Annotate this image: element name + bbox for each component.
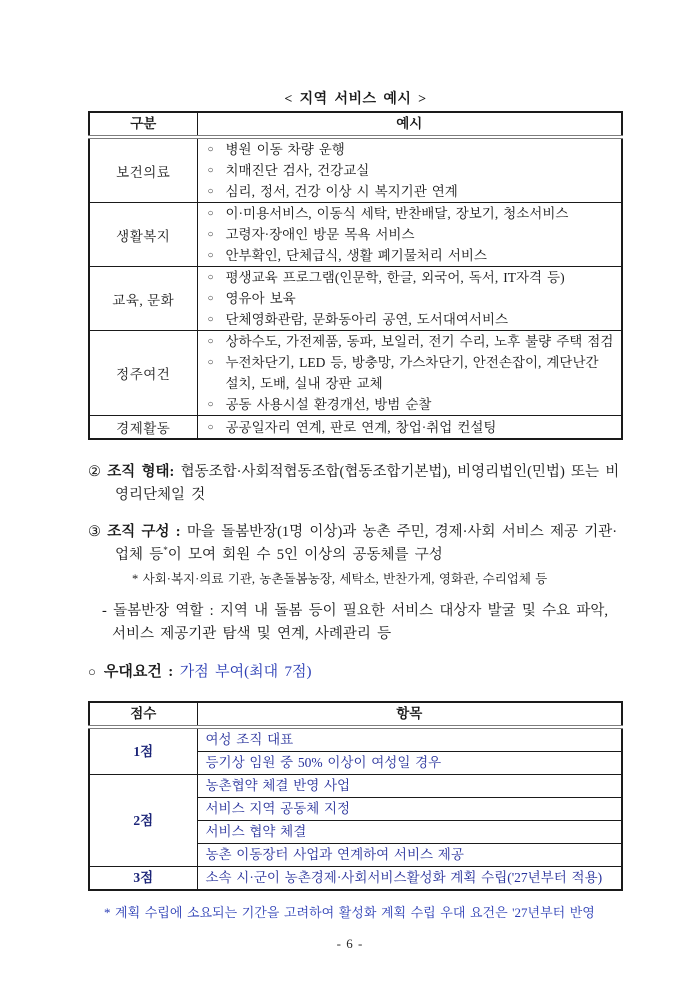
service-example-text: 상하수도, 가전제품, 동파, 보일러, 전기 수리, 노후 불량 주택 점검 (225, 334, 614, 349)
service-example-item (206, 309, 616, 330)
service-category-cell: 정주여건 (89, 331, 197, 416)
paragraph-org-composition (88, 521, 623, 567)
service-example-text: 병원 이동 차량 운행 (225, 142, 345, 157)
service-example-item (206, 203, 616, 224)
services-table-row (89, 203, 622, 267)
preference-heading (88, 660, 623, 684)
circle-bullet-icon: ○ (207, 314, 214, 325)
service-example-item (206, 352, 616, 394)
service-example-item (206, 181, 616, 202)
score-item-cell: 서비스 지역 공동체 지정 (197, 798, 622, 821)
services-table-row (89, 416, 622, 440)
page-number: - 6 - (336, 936, 364, 951)
service-category-cell: 교육, 문화 (89, 267, 197, 331)
score-header-item: 항목 (197, 702, 622, 727)
service-category-cell: 경제활동 (89, 416, 197, 440)
footnote-plan-note: * 계획 수립에 소요되는 기간을 고려하여 활성화 계획 수립 우대 요건은 '27년부터 반영 (104, 905, 595, 920)
circle-bullet-icon: ○ (207, 250, 214, 261)
dash-marker: - (102, 603, 107, 619)
score-item-cell: 소속 시·군이 농촌경제·사회서비스활성화 계획 수립('27년부터 적용) (197, 867, 622, 891)
score-table-row (89, 775, 622, 798)
service-example-text: 영유아 보육 (225, 291, 296, 306)
circle-bullet-icon: ○ (207, 272, 214, 283)
service-example-text: 단체영화관람, 문화동아리 공연, 도서대여서비스 (225, 312, 509, 327)
service-examples-cell (197, 203, 622, 267)
preference-value: 가점 부여(최대 7점) (179, 664, 312, 680)
score-value-cell: 2점 (89, 775, 197, 867)
score-header-points: 점수 (89, 702, 197, 727)
service-example-item (206, 288, 616, 309)
score-table-row (89, 867, 622, 891)
score-item-cell: 농촌협약 체결 반영 사업 (197, 775, 622, 798)
paragraph-org-form (88, 461, 623, 507)
service-example-item (206, 417, 616, 438)
service-examples-cell (197, 137, 622, 203)
item2-label: 조직 형태: (107, 464, 175, 480)
item3-marker: ③ (88, 524, 101, 540)
circle-bullet-icon: ○ (207, 186, 214, 197)
services-table (88, 111, 623, 440)
service-example-text: 공공일자리 연계, 판로 연계, 창업·취업 컨설팅 (225, 419, 497, 435)
score-table-row (89, 727, 622, 752)
dash-text: 돌봄반장 역할 : 지역 내 돌봄 등이 필요한 서비스 대상자 발굴 및 수요 파악, 서비스 제공기관 탐색 및 연계, 사례관리 등 (112, 603, 609, 642)
item3-asterisk: * (163, 545, 168, 556)
circle-marker: ○ (88, 664, 96, 679)
item3-text-before: 마을 돌봄반장(1명 이상)과 농촌 주민, 경제·사회 서비스 제공 기관·업체 등 (115, 524, 618, 563)
circle-bullet-icon: ○ (207, 336, 214, 347)
circle-bullet-icon: ○ (207, 229, 214, 240)
service-example-item (206, 331, 616, 352)
services-header-category: 구분 (89, 112, 197, 137)
service-examples-cell (197, 416, 622, 440)
preference-label: 우대요건 : (103, 664, 174, 680)
score-value-cell: 1점 (89, 727, 197, 775)
service-example-text: 심리, 정서, 건강 이상 시 복지기관 연계 (225, 184, 458, 199)
circle-bullet-icon: ○ (207, 399, 214, 410)
service-examples-cell (197, 267, 622, 331)
circle-bullet-icon: ○ (207, 293, 214, 304)
services-table-row (89, 137, 622, 203)
item2-text: 협동조합·사회적협동조합(협동조합기본법), 비영리법인(민법) 또는 비영리단체일 것 (115, 464, 620, 503)
service-example-text: 누전차단기, LED 등, 방충망, 가스차단기, 안전손잡이, 계단난간 설치, 도배, 실내 장판 교체 (225, 355, 599, 391)
item3-label: 조직 구성 : (107, 524, 181, 540)
service-category-cell: 보건의료 (89, 137, 197, 203)
score-table-header-row (89, 702, 622, 727)
service-example-text: 평생교육 프로그램(인문학, 한글, 외국어, 독서, IT자격 등) (225, 270, 565, 285)
service-example-text: 안부확인, 단체급식, 생활 폐기물처리 서비스 (225, 248, 487, 263)
service-example-item (206, 245, 616, 266)
services-table-body (89, 137, 622, 439)
services-table-row (89, 331, 622, 416)
service-example-text: 고령자·장애인 방문 목욕 서비스 (225, 227, 415, 242)
item3-text-after: 이 모여 회원 수 5인 이상의 공동체를 구성 (167, 547, 443, 563)
service-example-item (206, 160, 616, 181)
services-table-header-row (89, 112, 622, 137)
circle-bullet-icon: ○ (207, 165, 214, 176)
circle-bullet-icon: ○ (207, 421, 214, 433)
footnote-member-examples: * 사회·복지·의료 기관, 농촌돌봄농장, 세탁소, 반찬가게, 영화관, 수리업체 등 (132, 572, 548, 586)
service-category-cell: 생활복지 (89, 203, 197, 267)
score-item-cell: 농촌 이동장터 사업과 연계하여 서비스 제공 (197, 844, 622, 867)
circle-bullet-icon: ○ (207, 357, 214, 368)
paragraph-caretaker-role (88, 600, 623, 646)
score-value-cell: 3점 (89, 867, 197, 891)
score-table-body (89, 727, 622, 890)
service-example-item (206, 139, 616, 160)
score-item-cell: 서비스 협약 체결 (197, 821, 622, 844)
service-examples-cell (197, 331, 622, 416)
service-example-item (206, 267, 616, 288)
service-example-item (206, 224, 616, 245)
item2-marker: ② (88, 464, 101, 480)
circle-bullet-icon: ○ (207, 144, 214, 155)
services-table-row (89, 267, 622, 331)
service-example-text: 치매진단 검사, 건강교실 (225, 163, 370, 178)
service-example-text: 공동 사용시설 환경개선, 방범 순찰 (225, 397, 432, 412)
services-header-example: 예시 (197, 112, 622, 137)
service-example-item (206, 394, 616, 415)
score-item-cell: 등기상 임원 중 50% 이상이 여성일 경우 (197, 752, 622, 775)
service-example-text: 이·미용서비스, 이동식 세탁, 반찬배달, 장보기, 청소서비스 (225, 206, 569, 221)
circle-bullet-icon: ○ (207, 208, 214, 219)
page-title: < 지역 서비스 예시 > (284, 92, 427, 107)
score-table (88, 701, 623, 891)
score-item-cell: 여성 조직 대표 (197, 727, 622, 752)
